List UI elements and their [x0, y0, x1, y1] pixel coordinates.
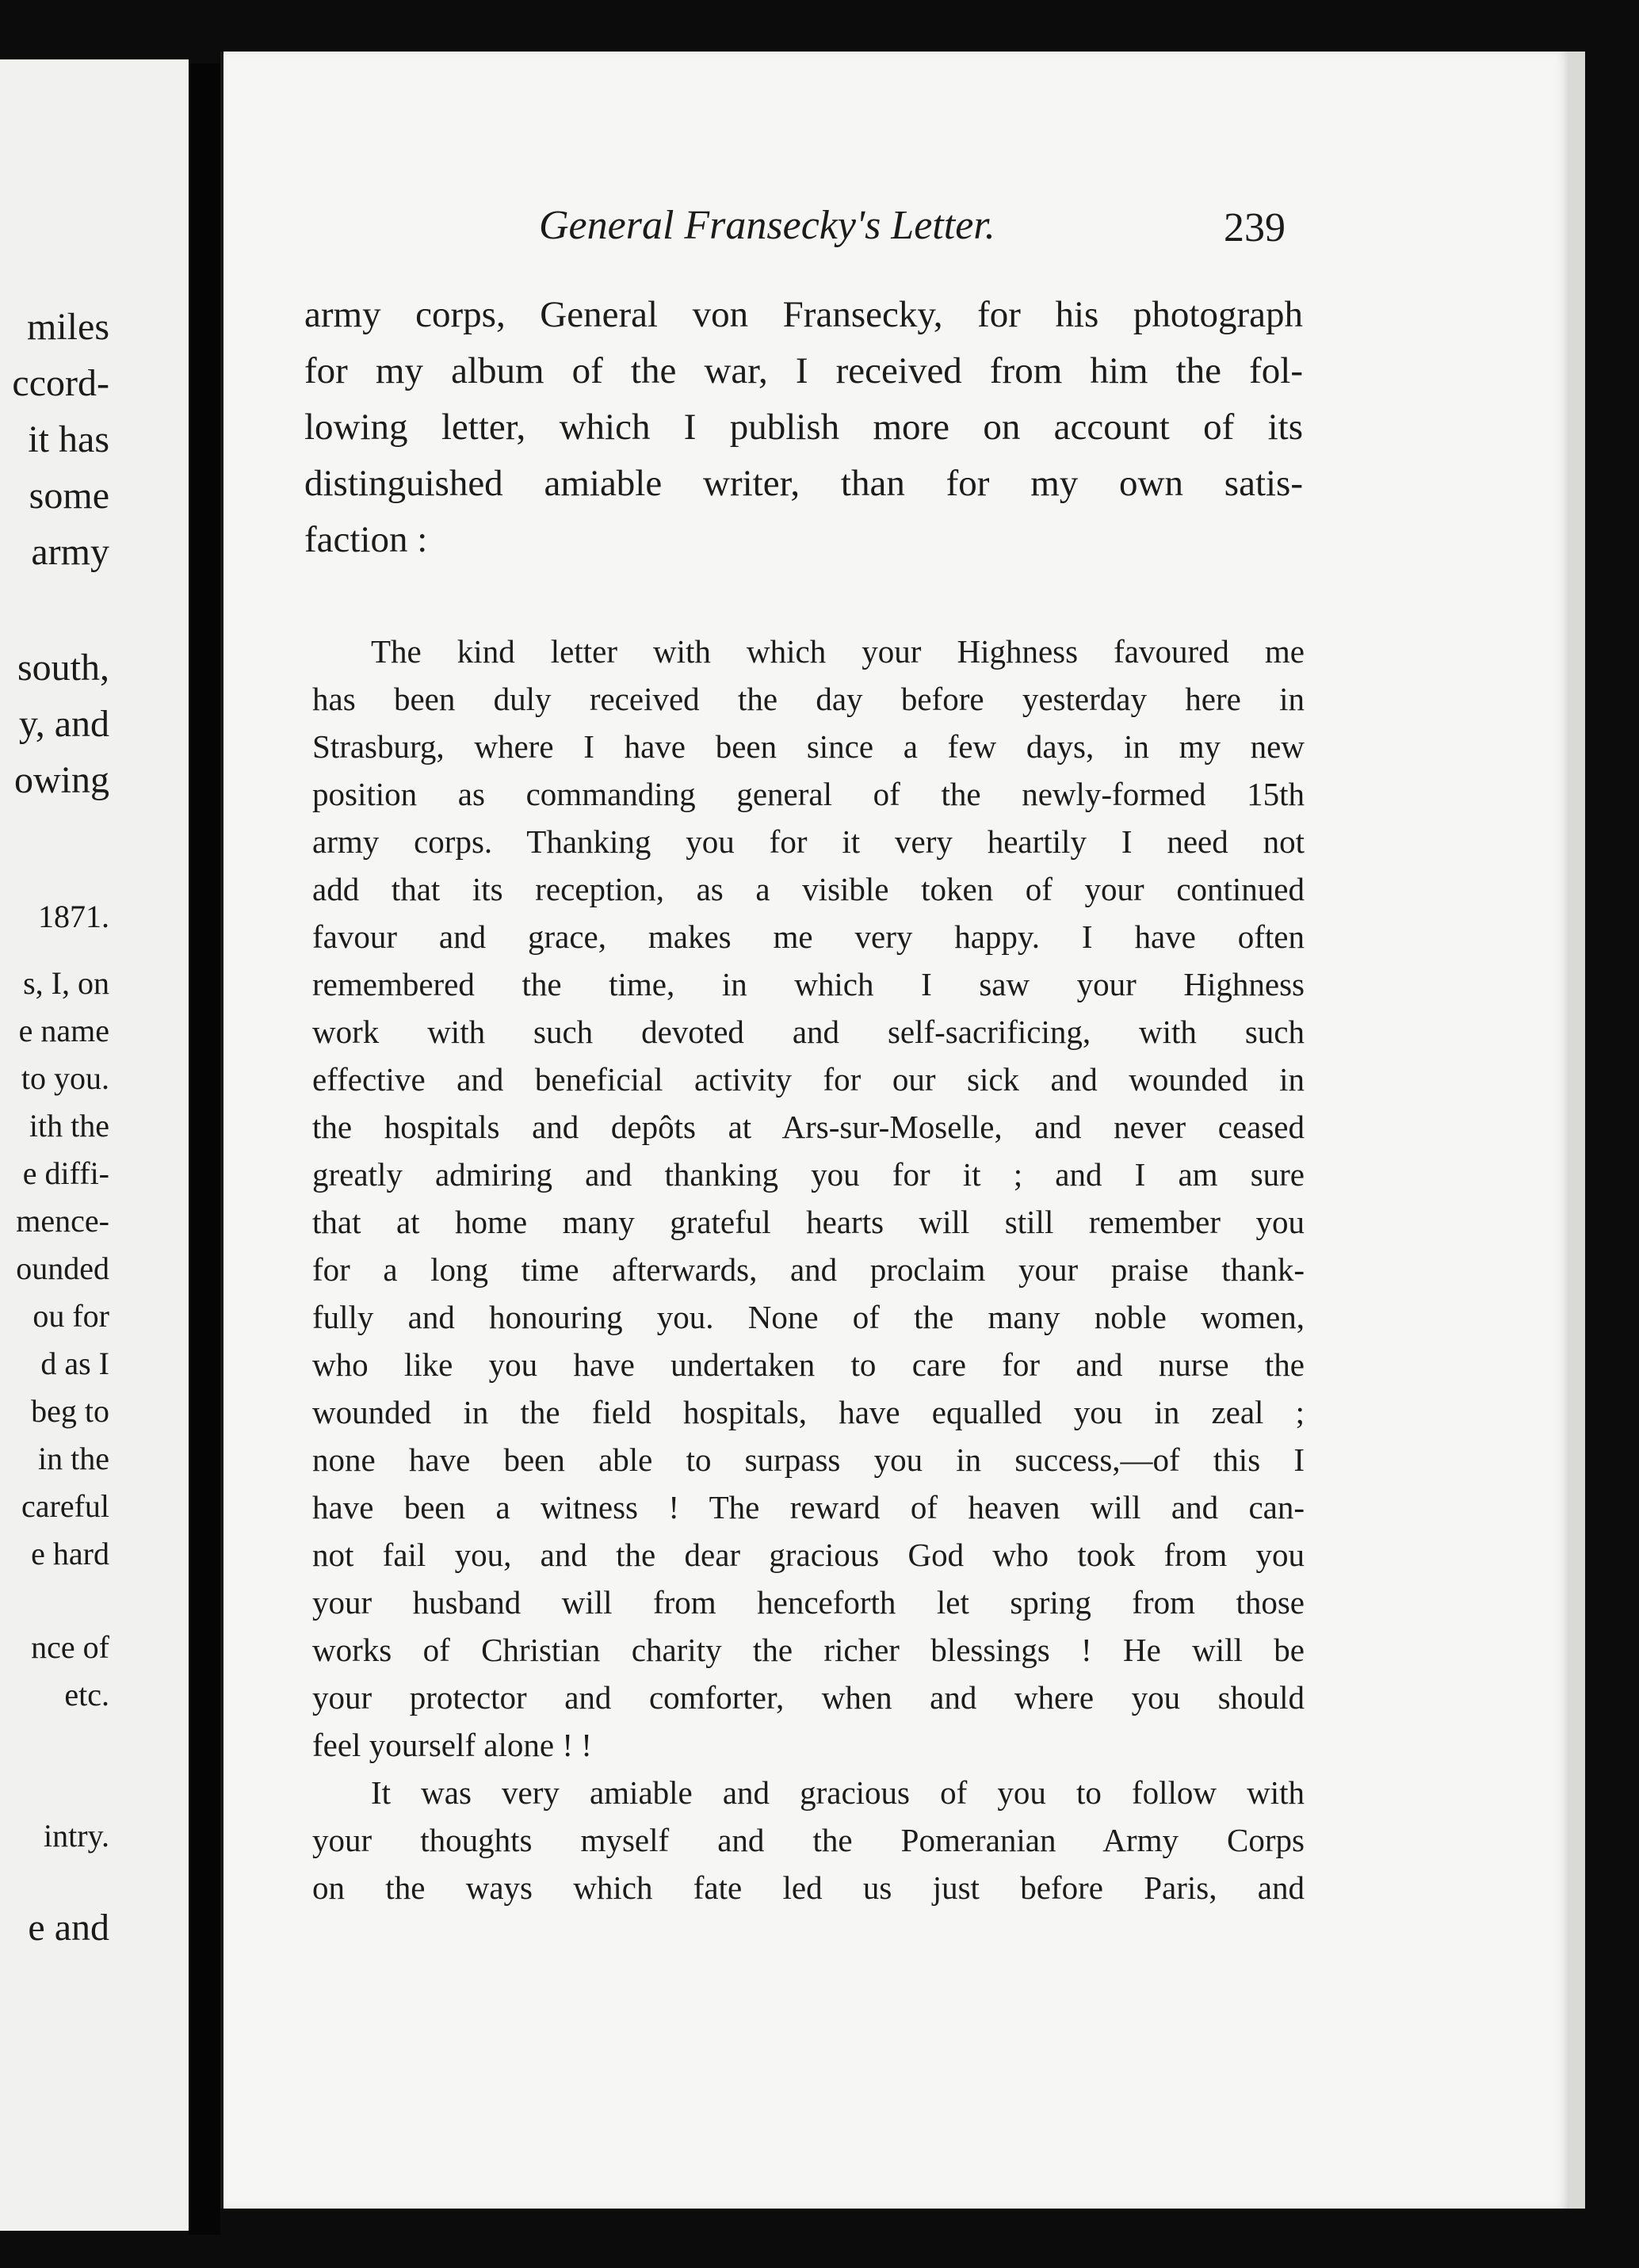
left-page-line: mence- — [16, 1203, 109, 1239]
letter-line: your protector and comforter, when and where you should — [312, 1679, 1305, 1716]
intro-line: for my album of the war, I received from him the fol- — [304, 350, 1303, 391]
left-page-line: some — [29, 475, 109, 517]
letter-line: works of Christian charity the richer blessings ! He will be — [312, 1632, 1305, 1668]
letter-line: greatly admiring and thanking you for it ; and I am sure — [312, 1156, 1305, 1193]
left-page-line: army — [31, 531, 109, 573]
letter-line: none have been able to surpass you in success,—of this I — [312, 1441, 1305, 1478]
intro-line: army corps, General von Fransecky, for his photograph — [304, 294, 1303, 335]
left-page-line: e diffi- — [22, 1155, 109, 1191]
letter-line: your husband will from henceforth let spring from those — [312, 1584, 1305, 1621]
left-page-line: miles — [27, 306, 109, 348]
left-page-line: south, — [17, 647, 109, 689]
letter-line: position as commanding general of the newly-formed 15th — [312, 776, 1305, 812]
letter-line: effective and beneficial activity for our sick and wounded in — [312, 1061, 1305, 1098]
left-page-line: ccord- — [12, 362, 109, 404]
left-page-line: e and — [28, 1907, 109, 1949]
letter-line: who like you have undertaken to care for and nurse the — [312, 1346, 1305, 1383]
letter-line: remembered the time, in which I saw your Highness — [312, 966, 1305, 1002]
left-page-line: s, I, on — [23, 965, 109, 1001]
page-number: 239 — [1224, 205, 1286, 250]
left-page-line: ith the — [29, 1108, 109, 1144]
left-page-line: e name — [18, 1013, 109, 1048]
intro-line: lowing letter, which I publish more on account of its — [304, 407, 1303, 448]
letter-line: Strasburg, where I have been since a few days, in my new — [312, 728, 1305, 765]
left-page-line: nce of — [31, 1629, 109, 1665]
intro-line: distinguished amiable writer, than for my own satis- — [304, 463, 1303, 504]
letter-line: add that its reception, as a visible token of your continued — [312, 871, 1305, 907]
left-page-line: it has — [28, 418, 109, 460]
letter-line: that at home many grateful hearts will still remember you — [312, 1204, 1305, 1240]
left-page-line: d as I — [40, 1346, 109, 1381]
letter-line: has been duly received the day before yesterday here in — [312, 681, 1305, 717]
left-page-line: ounded — [16, 1250, 109, 1286]
left-page-line: to you. — [21, 1060, 109, 1096]
letter-line: on the ways which fate led us just before Paris, and — [312, 1869, 1305, 1906]
page-edge — [1569, 52, 1585, 2209]
left-page-line: owing — [14, 759, 109, 801]
letter-line: the hospitals and depôts at Ars-sur-Moselle, and never ceased — [312, 1109, 1305, 1145]
letter-line: work with such devoted and self-sacrificing, with such — [312, 1014, 1305, 1050]
letter-line: The kind letter with which your Highness favoured me — [371, 633, 1305, 670]
left-page-line: ou for — [32, 1298, 109, 1334]
letter-line: favour and grace, makes me very happy. I have often — [312, 918, 1305, 955]
left-page-fragment — [0, 59, 189, 2231]
left-page-line: y, and — [18, 703, 109, 745]
running-head: General Fransecky's Letter. — [539, 203, 995, 248]
letter-line: for a long time afterwards, and proclaim your praise thank- — [312, 1251, 1305, 1288]
left-page-line: etc. — [64, 1677, 109, 1712]
letter-line: army corps. Thanking you for it very heartily I need not — [312, 823, 1305, 860]
left-page-line: in the — [38, 1441, 109, 1476]
letter-line: wounded in the field hospitals, have equalled you in zeal ; — [312, 1394, 1305, 1430]
left-page-line: 1871. — [38, 899, 109, 934]
letter-line: feel yourself alone ! ! — [312, 1727, 592, 1763]
left-page-line: intry. — [44, 1818, 109, 1854]
left-page-line: e hard — [31, 1536, 109, 1571]
left-page-line: careful — [21, 1488, 109, 1524]
letter-line: fully and honouring you. None of the many noble women, — [312, 1299, 1305, 1335]
letter-line: not fail you, and the dear gracious God who took from you — [312, 1537, 1305, 1573]
intro-line: faction : — [304, 519, 428, 560]
left-page-line: beg to — [31, 1393, 109, 1429]
letter-line: your thoughts myself and the Pomeranian Army Corps — [312, 1822, 1305, 1858]
book-gutter — [189, 63, 220, 2235]
letter-line: have been a witness ! The reward of heaven will and can- — [312, 1489, 1305, 1525]
letter-line: It was very amiable and gracious of you to follow with — [371, 1774, 1305, 1811]
